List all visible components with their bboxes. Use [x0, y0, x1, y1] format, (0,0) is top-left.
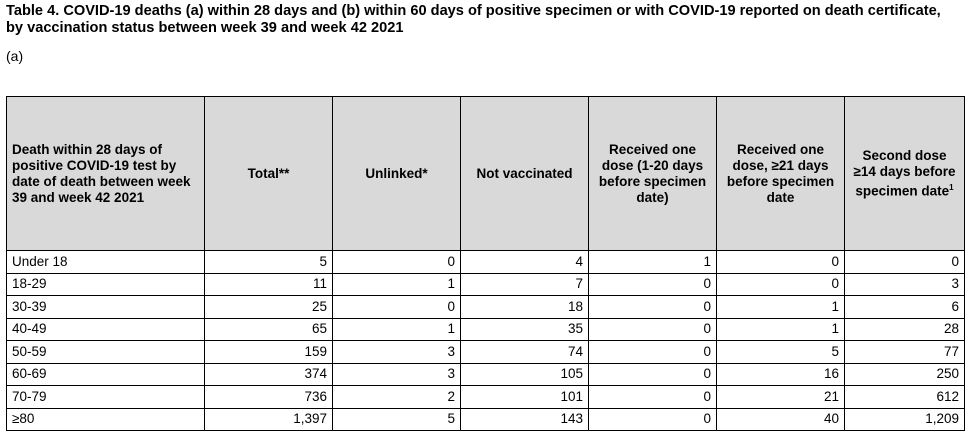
table-row	[7, 273, 965, 296]
table-row	[7, 408, 965, 431]
table-cell: 612	[845, 386, 965, 409]
table-cell: 0	[333, 296, 461, 319]
table-cell: 35	[461, 318, 589, 341]
header-row	[7, 97, 965, 251]
table-cell: 250	[845, 363, 965, 386]
table-cell: 0	[589, 363, 717, 386]
table-cell: 40	[717, 408, 845, 431]
table-cell: 0	[845, 251, 965, 274]
row-label: 50-59	[7, 341, 205, 364]
table-cell: 1,397	[205, 408, 333, 431]
table-row	[7, 251, 965, 274]
table-cell: 0	[717, 251, 845, 274]
table-cell: 4	[461, 251, 589, 274]
table-cell: 1	[333, 318, 461, 341]
table-cell: 21	[717, 386, 845, 409]
table-cell: 0	[333, 251, 461, 274]
table-row	[7, 386, 965, 409]
table-cell: 1	[717, 296, 845, 319]
table-cell: 65	[205, 318, 333, 341]
table-cell: 5	[333, 408, 461, 431]
table-cell: 3	[333, 363, 461, 386]
table-cell: 159	[205, 341, 333, 364]
header-unlinked: Unlinked*	[333, 97, 461, 251]
table-cell: 374	[205, 363, 333, 386]
table-cell: 11	[205, 273, 333, 296]
table-cell: 1,209	[845, 408, 965, 431]
header-total: Total**	[205, 97, 333, 251]
table-subtitle: (a)	[6, 48, 24, 64]
deaths-table	[6, 96, 965, 431]
row-label: ≥80	[7, 408, 205, 431]
row-label: 60-69	[7, 363, 205, 386]
table-cell: 16	[717, 363, 845, 386]
table-cell: 0	[589, 273, 717, 296]
table-cell: 74	[461, 341, 589, 364]
table-cell: 28	[845, 318, 965, 341]
table-cell: 3	[845, 273, 965, 296]
table-row	[7, 296, 965, 319]
header-not-vaccinated: Not vaccinated	[461, 97, 589, 251]
table-row	[7, 341, 965, 364]
table-cell: 0	[589, 408, 717, 431]
table-cell: 1	[589, 251, 717, 274]
table-cell: 3	[333, 341, 461, 364]
table-cell: 5	[205, 251, 333, 274]
table-row	[7, 363, 965, 386]
table-cell: 0	[589, 386, 717, 409]
row-label: 40-49	[7, 318, 205, 341]
table-cell: 1	[717, 318, 845, 341]
row-label: 18-29	[7, 273, 205, 296]
table-cell: 2	[333, 386, 461, 409]
footnote-marker: 1	[949, 182, 954, 192]
table-cell: 1	[333, 273, 461, 296]
header-second-dose-text: Second dose ≥14 days before specimen date	[853, 147, 956, 199]
table-cell: 7	[461, 273, 589, 296]
table-cell: 105	[461, 363, 589, 386]
table-cell: 18	[461, 296, 589, 319]
table-cell: 5	[717, 341, 845, 364]
header-one-dose-1-20: Received one dose (1-20 days before specimen date)	[589, 97, 717, 251]
table-title: Table 4. COVID-19 deaths (a) within 28 days and (b) within 60 days of positive specimen or with COVID-19 reported on death certificate, by vaccination status between week 39 and week 42 2021	[6, 3, 941, 36]
table-cell: 101	[461, 386, 589, 409]
table-cell: 77	[845, 341, 965, 364]
header-one-dose-21: Received one dose, ≥21 days before specimen date	[717, 97, 845, 251]
table-cell: 736	[205, 386, 333, 409]
table-row	[7, 318, 965, 341]
table-cell: 0	[589, 341, 717, 364]
header-second-dose	[845, 97, 965, 251]
table-cell: 0	[717, 273, 845, 296]
table-cell: 143	[461, 408, 589, 431]
row-label: 30-39	[7, 296, 205, 319]
table-cell: 0	[589, 318, 717, 341]
table-cell: 25	[205, 296, 333, 319]
row-label: Under 18	[7, 251, 205, 274]
row-label: 70-79	[7, 386, 205, 409]
table-cell: 6	[845, 296, 965, 319]
table-cell: 0	[589, 296, 717, 319]
header-age-group: Death within 28 days of positive COVID-19 test by date of death between week 39 and week 42 2021	[7, 97, 205, 251]
